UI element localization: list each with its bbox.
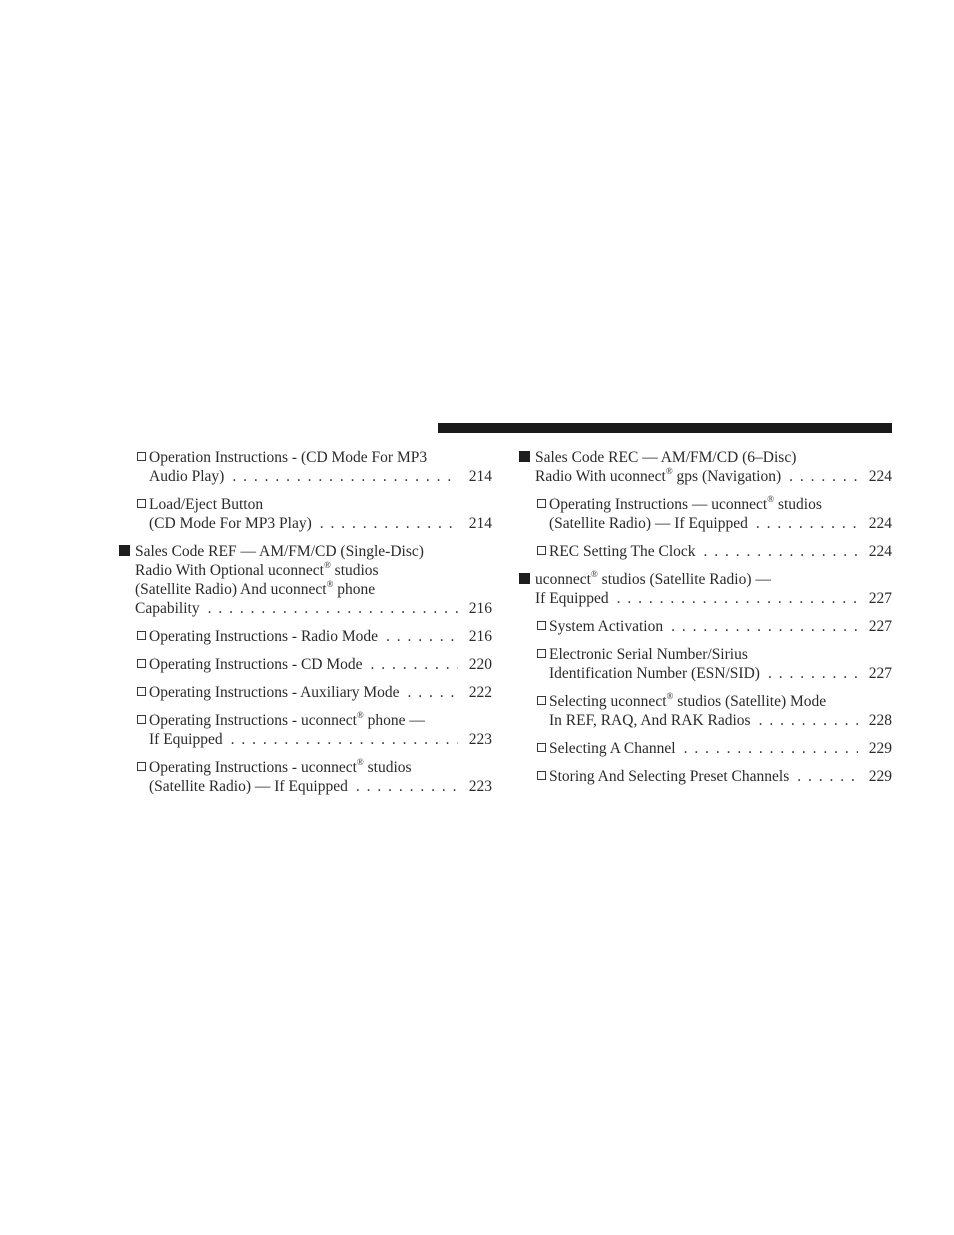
page-number: 223 [468,778,492,795]
toc-entry-text-line: If Equipped [535,590,609,607]
registered-mark: ® [356,756,364,767]
open-square-bullet-icon [137,631,146,640]
toc-subsection-entry[interactable] [117,711,492,749]
open-square-bullet-icon [537,696,546,705]
open-square-bullet-icon [537,546,546,555]
page-number: 220 [468,656,492,673]
dot-leader [704,542,858,561]
dot-leader [232,467,458,486]
dot-leader [684,739,858,758]
dot-leader [231,730,458,749]
page-number: 229 [868,768,892,785]
page-number: 223 [468,731,492,748]
toc-subsection-entry[interactable] [117,627,492,646]
open-square-bullet-icon [537,649,546,658]
toc-subsection-entry[interactable] [117,758,492,796]
toc-entry-text-line: Radio With uconnect® gps (Navigation) [535,465,782,485]
toc-entry-text-line: Sales Code REF — AM/FM/CD (Single-Disc) [135,543,424,560]
dot-leader [408,683,458,702]
toc-entry-text-line: uconnect® studios (Satellite Radio) — [535,568,771,588]
filled-square-bullet-icon [519,573,530,584]
toc-subsection-entry[interactable] [517,692,892,730]
page-number: 214 [468,468,492,485]
dot-leader [789,467,858,486]
toc-entry-text-line: (Satellite Radio) And uconnect® phone [135,578,376,598]
toc-entry-text-line: Operation Instructions - (CD Mode For MP3 [149,449,428,466]
dot-leader [356,777,458,796]
dot-leader [320,514,458,533]
open-square-bullet-icon [137,499,146,508]
dot-leader [371,655,458,674]
toc-entry-text-line: Selecting A Channel [549,740,676,757]
toc-entry-text-line: Identification Number (ESN/SID) [549,665,760,682]
toc-subsection-entry[interactable] [517,542,892,561]
dot-leader [759,711,858,730]
toc-entry-text-line: Electronic Serial Number/Sirius [549,646,748,663]
page-number: 227 [868,665,892,682]
toc-entry-text-line: Operating Instructions - uconnect® phone — [149,709,425,729]
open-square-bullet-icon [537,743,546,752]
toc-entry-text-line: REC Setting The Clock [549,543,696,560]
toc-section-entry[interactable] [117,542,492,618]
toc-subsection-entry[interactable] [517,617,892,636]
toc-entry-text-line: Operating Instructions - Radio Mode [149,628,379,645]
registered-mark: ® [323,559,331,570]
page-number: 216 [468,600,492,617]
toc-section-entry[interactable] [517,448,892,486]
registered-mark: ® [356,709,364,720]
toc-entry-text-line: System Activation [549,618,664,635]
toc-entry-text-line: If Equipped [149,731,223,748]
dot-leader [617,589,858,608]
toc-entry-text-line: Operating Instructions — uconnect® studios [549,493,822,513]
toc-subsection-entry[interactable] [117,495,492,533]
page-number: 216 [468,628,492,645]
toc-entry-text-line: Selecting uconnect® studios (Satellite) Mode [549,690,827,710]
toc-entry-text-line: Operating Instructions - CD Mode [149,656,363,673]
open-square-bullet-icon [137,715,146,724]
filled-square-bullet-icon [519,451,530,462]
dot-leader [208,599,458,618]
toc-subsection-entry[interactable] [517,739,892,758]
open-square-bullet-icon [137,659,146,668]
page-number: 214 [468,515,492,532]
dot-leader [797,767,858,786]
toc-subsection-entry[interactable] [117,655,492,674]
page-number: 228 [868,712,892,729]
page-number: 224 [868,543,892,560]
open-square-bullet-icon [137,687,146,696]
page-number: 227 [868,590,892,607]
toc-entry-text-line: Operating Instructions - uconnect® studios [149,756,412,776]
registered-mark: ® [665,465,673,476]
toc-entry-text-line: Audio Play) [149,468,225,485]
toc-subsection-entry[interactable] [117,683,492,702]
toc-section-entry[interactable] [517,570,892,608]
dot-leader [756,514,858,533]
toc-entry-text-line: Operating Instructions - Auxiliary Mode [149,684,400,701]
page-number: 224 [868,468,892,485]
toc-subsection-entry[interactable] [517,767,892,786]
page-number: 224 [868,515,892,532]
page-number: 229 [868,740,892,757]
toc-entry-text-line: (Satellite Radio) — If Equipped [549,515,748,532]
toc-entry-text-line: Radio With Optional uconnect® studios [135,559,379,579]
dot-leader [768,664,858,683]
open-square-bullet-icon [137,762,146,771]
open-square-bullet-icon [137,452,146,461]
toc-subsection-entry[interactable] [117,448,492,486]
toc-entry-text-line: (CD Mode For MP3 Play) [149,515,312,532]
toc-right-column [517,448,892,795]
toc-entry-text-line: Capability [135,600,200,617]
open-square-bullet-icon [537,499,546,508]
registered-mark: ® [767,493,775,504]
toc-subsection-entry[interactable] [517,645,892,683]
registered-mark: ® [590,568,598,579]
registered-mark: ® [666,690,674,701]
toc-left-column [117,448,492,805]
registered-mark: ® [326,578,334,589]
toc-entry-text-line: In REF, RAQ, And RAK Radios [549,712,751,729]
page-number: 222 [468,684,492,701]
toc-entry-text-line: (Satellite Radio) — If Equipped [149,778,348,795]
page-number: 227 [868,618,892,635]
open-square-bullet-icon [537,771,546,780]
section-header-bar [438,423,892,433]
toc-subsection-entry[interactable] [517,495,892,533]
dot-leader [671,617,858,636]
toc-entry-text-line: Sales Code REC — AM/FM/CD (6–Disc) [535,449,797,466]
toc-entry-text-line: Storing And Selecting Preset Channels [549,768,790,785]
dot-leader [386,627,458,646]
filled-square-bullet-icon [119,545,130,556]
open-square-bullet-icon [537,621,546,630]
toc-entry-text-line: Load/Eject Button [149,496,264,513]
